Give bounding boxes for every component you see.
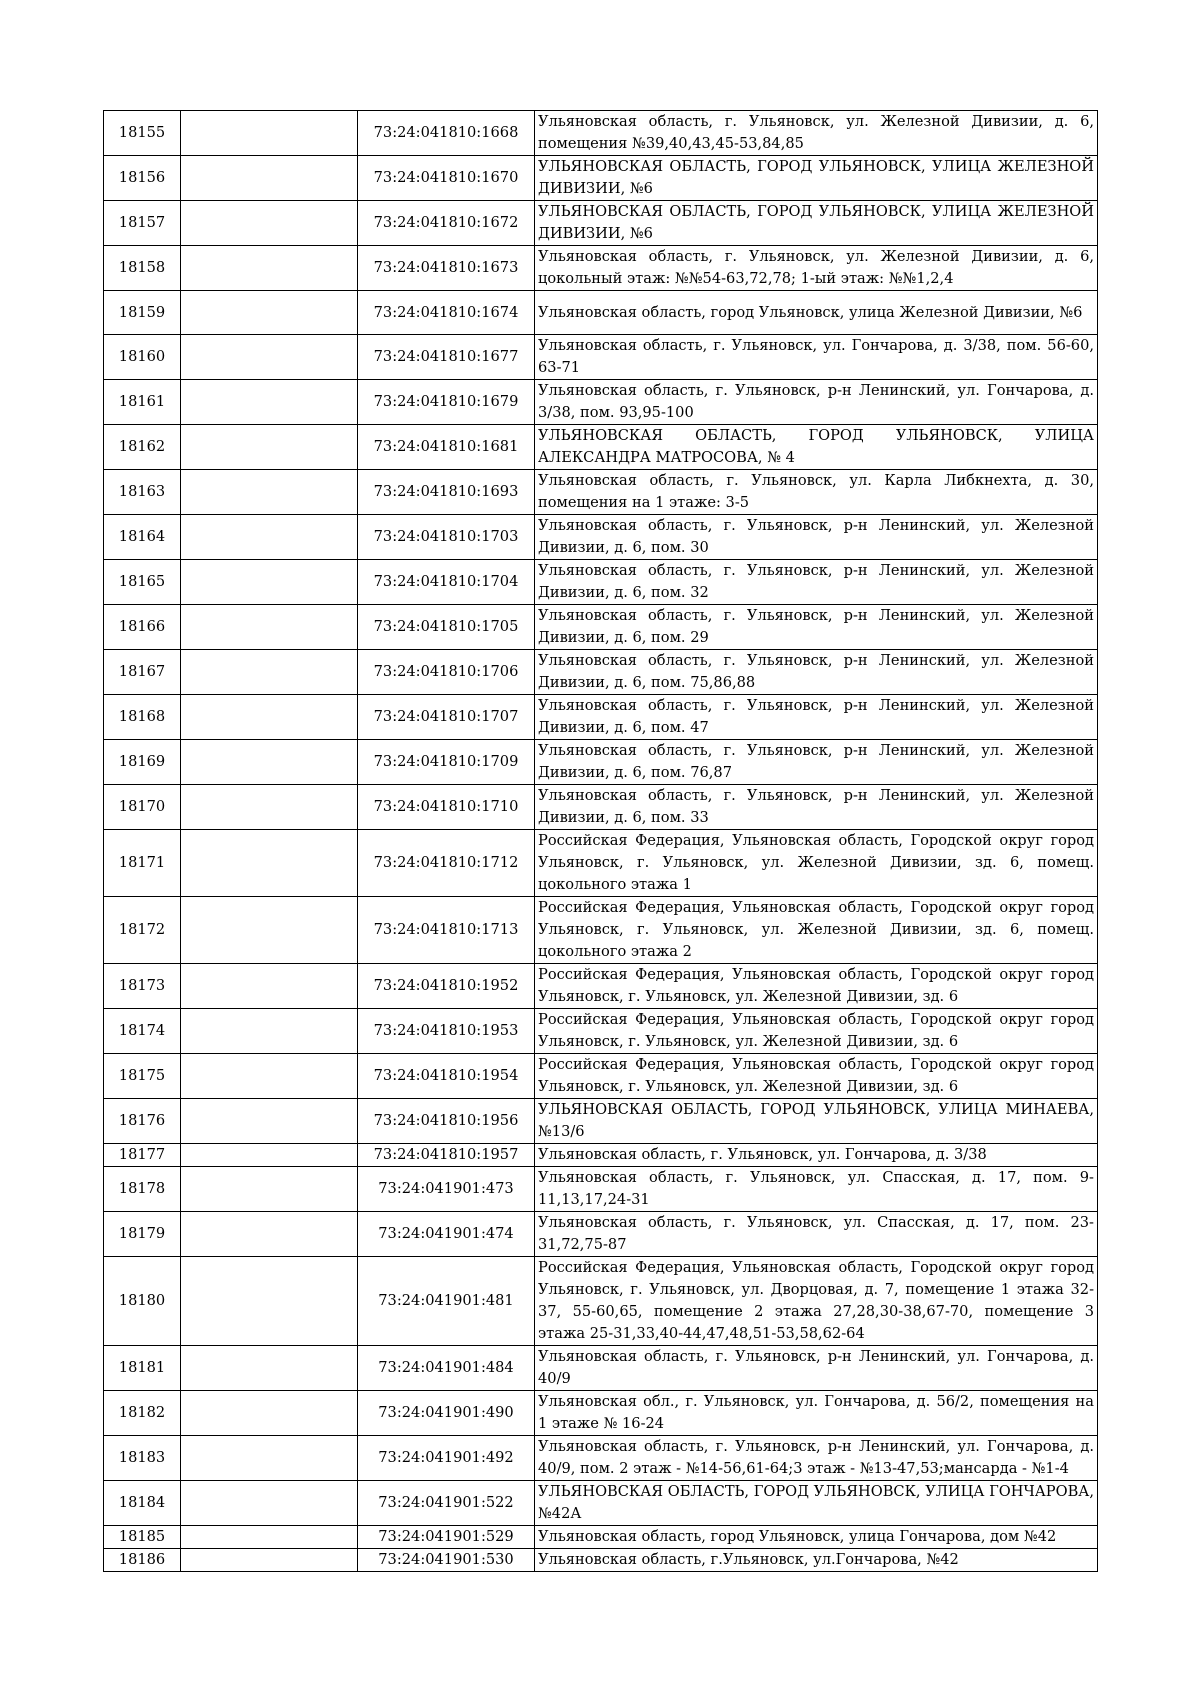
table-row [104,335,1098,380]
table-row [104,1167,1098,1212]
cadastral-number: 73:24:041810:1705 [358,605,535,650]
cadastral-number: 73:24:041810:1709 [358,740,535,785]
empty-cell [181,830,358,897]
cadastral-number: 73:24:041810:1952 [358,964,535,1009]
empty-cell [181,515,358,560]
row-number: 18159 [104,291,181,335]
row-number: 18160 [104,335,181,380]
cadastral-number: 73:24:041810:1713 [358,897,535,964]
row-number: 18167 [104,650,181,695]
table-row [104,246,1098,291]
row-number: 18168 [104,695,181,740]
row-number: 18184 [104,1481,181,1526]
table-row [104,740,1098,785]
row-number: 18174 [104,1009,181,1054]
table-row [104,897,1098,964]
cadastral-number: 73:24:041810:1693 [358,470,535,515]
empty-cell [181,425,358,470]
row-number: 18165 [104,560,181,605]
cadastral-number: 73:24:041901:481 [358,1257,535,1346]
table-row [104,380,1098,425]
table-row [104,1009,1098,1054]
address: Ульяновская область, г. Ульяновск, р-н Ленинский, ул. Железной Дивизии, д. 6, пом. 32 [535,560,1098,605]
table-row [104,785,1098,830]
address: УЛЬЯНОВСКАЯ ОБЛАСТЬ, ГОРОД УЛЬЯНОВСК, УЛИЦА АЛЕКСАНДРА МАТРОСОВА, № 4 [535,425,1098,470]
table-row [104,1346,1098,1391]
address: Ульяновская область, г. Ульяновск, ул. Железной Дивизии, д. 6, цокольный этаж: №№54-63,72,78; 1-ый этаж: №№1,2,4 [535,246,1098,291]
row-number: 18163 [104,470,181,515]
table-row [104,1099,1098,1144]
table-row [104,156,1098,201]
empty-cell [181,1167,358,1212]
address: Российская Федерация, Ульяновская область, Городской округ город Ульяновск, г. Ульяновск, ул. Железной Дивизии, зд. 6 [535,1054,1098,1099]
empty-cell [181,1391,358,1436]
address: Ульяновская область, г. Ульяновск, р-н Ленинский, ул. Железной Дивизии, д. 6, пом. 75,86,88 [535,650,1098,695]
row-number: 18176 [104,1099,181,1144]
row-number: 18158 [104,246,181,291]
cadastral-number: 73:24:041810:1706 [358,650,535,695]
cadastral-number: 73:24:041810:1712 [358,830,535,897]
empty-cell [181,1526,358,1549]
empty-cell [181,1212,358,1257]
address: Российская Федерация, Ульяновская область, Городской округ город Ульяновск, г. Ульяновск, ул. Железной Дивизии, зд. 6 [535,964,1098,1009]
cadastral-number: 73:24:041901:530 [358,1549,535,1572]
cadastral-number: 73:24:041901:522 [358,1481,535,1526]
cadastral-number: 73:24:041810:1681 [358,425,535,470]
empty-cell [181,740,358,785]
row-number: 18180 [104,1257,181,1346]
address: Ульяновская область, г. Ульяновск, ул. Спасская, д. 17, пом. 9-11,13,17,24-31 [535,1167,1098,1212]
table-row [104,515,1098,560]
address: Российская Федерация, Ульяновская область, Городской округ город Ульяновск, г. Ульяновск, ул. Железной Дивизии, зд. 6, помещ. цокольного этажа 1 [535,830,1098,897]
address: Российская Федерация, Ульяновская область, Городской округ город Ульяновск, г. Ульяновск, ул. Железной Дивизии, зд. 6, помещ. цокольного этажа 2 [535,897,1098,964]
empty-cell [181,1436,358,1481]
row-number: 18171 [104,830,181,897]
row-number: 18178 [104,1167,181,1212]
row-number: 18179 [104,1212,181,1257]
cadastral-number: 73:24:041810:1677 [358,335,535,380]
cadastral-number: 73:24:041901:484 [358,1346,535,1391]
row-number: 18156 [104,156,181,201]
empty-cell [181,785,358,830]
address: Российская Федерация, Ульяновская область, Городской округ город Ульяновск, г. Ульяновск, ул. Дворцовая, д. 7, помещение 1 этажа 32-37, 55-60,65, помещение 2 этажа 27,28,30-38,67-70, помещение 3 этажа 25-31,33,40-44,47,48,51-53,58,62-64 [535,1257,1098,1346]
address: Ульяновская область, г. Ульяновск, р-н Ленинский, ул. Железной Дивизии, д. 6, пом. 33 [535,785,1098,830]
table-row [104,291,1098,335]
table-row [104,1212,1098,1257]
address: Ульяновская область, г. Ульяновск, ул. Гончарова, д. 3/38 [535,1144,1098,1167]
empty-cell [181,897,358,964]
cadastral-number: 73:24:041901:490 [358,1391,535,1436]
cadastral-number: 73:24:041901:474 [358,1212,535,1257]
table-row [104,1391,1098,1436]
address: Ульяновская область, г. Ульяновск, р-н Ленинский, ул. Гончарова, д. 40/9 [535,1346,1098,1391]
empty-cell [181,1549,358,1572]
empty-cell [181,111,358,156]
table-row [104,1549,1098,1572]
row-number: 18185 [104,1526,181,1549]
empty-cell [181,380,358,425]
row-number: 18170 [104,785,181,830]
address: УЛЬЯНОВСКАЯ ОБЛАСТЬ, ГОРОД УЛЬЯНОВСК, УЛИЦА ЖЕЛЕЗНОЙ ДИВИЗИИ, №6 [535,201,1098,246]
address: Ульяновская область, город Ульяновск, улица Гончарова, дом №42 [535,1526,1098,1549]
cadastral-number: 73:24:041810:1707 [358,695,535,740]
address: Ульяновская область, г. Ульяновск, ул. Спасская, д. 17, пом. 23-31,72,75-87 [535,1212,1098,1257]
address: УЛЬЯНОВСКАЯ ОБЛАСТЬ, ГОРОД УЛЬЯНОВСК, УЛИЦА ЖЕЛЕЗНОЙ ДИВИЗИИ, №6 [535,156,1098,201]
empty-cell [181,1009,358,1054]
cadastral-number: 73:24:041810:1670 [358,156,535,201]
address: УЛЬЯНОВСКАЯ ОБЛАСТЬ, ГОРОД УЛЬЯНОВСК, УЛИЦА МИНАЕВА, №13/6 [535,1099,1098,1144]
table-row [104,1054,1098,1099]
row-number: 18162 [104,425,181,470]
empty-cell [181,1144,358,1167]
cadastral-number: 73:24:041901:492 [358,1436,535,1481]
empty-cell [181,291,358,335]
row-number: 18164 [104,515,181,560]
empty-cell [181,335,358,380]
address: Ульяновская область, г. Ульяновск, ул. Карла Либкнехта, д. 30, помещения на 1 этаже: 3-5 [535,470,1098,515]
row-number: 18173 [104,964,181,1009]
address: Ульяновская область, г. Ульяновск, р-н Ленинский, ул. Железной Дивизии, д. 6, пом. 76,87 [535,740,1098,785]
cadastral-number: 73:24:041810:1703 [358,515,535,560]
empty-cell [181,1257,358,1346]
table-row [104,425,1098,470]
address: Ульяновская область, г. Ульяновск, р-н Ленинский, ул. Гончарова, д. 3/38, пом. 93,95-100 [535,380,1098,425]
row-number: 18186 [104,1549,181,1572]
row-number: 18169 [104,740,181,785]
address: Ульяновская область, г. Ульяновск, р-н Ленинский, ул. Гончарова, д. 40/9, пом. 2 этаж - №14-56,61-64;3 этаж - №13-47,53;мансарда - №1-4 [535,1436,1098,1481]
row-number: 18172 [104,897,181,964]
row-number: 18182 [104,1391,181,1436]
address: Ульяновская область, г.Ульяновск, ул.Гончарова, №42 [535,1549,1098,1572]
address: Ульяновская область, город Ульяновск, улица Железной Дивизии, №6 [535,291,1098,335]
table-row [104,650,1098,695]
cadastral-number: 73:24:041810:1674 [358,291,535,335]
table-row [104,605,1098,650]
address: Ульяновская область, г. Ульяновск, ул. Гончарова, д. 3/38, пом. 56-60, 63-71 [535,335,1098,380]
property-table [103,110,1098,1572]
table-row [104,560,1098,605]
cadastral-number: 73:24:041810:1957 [358,1144,535,1167]
empty-cell [181,964,358,1009]
empty-cell [181,650,358,695]
cadastral-number: 73:24:041810:1954 [358,1054,535,1099]
cadastral-number: 73:24:041810:1673 [358,246,535,291]
table-row [104,470,1098,515]
row-number: 18166 [104,605,181,650]
address: Ульяновская область, г. Ульяновск, р-н Ленинский, ул. Железной Дивизии, д. 6, пом. 47 [535,695,1098,740]
table-row [104,1436,1098,1481]
address: Российская Федерация, Ульяновская область, Городской округ город Ульяновск, г. Ульяновск, ул. Железной Дивизии, зд. 6 [535,1009,1098,1054]
cadastral-number: 73:24:041810:1704 [358,560,535,605]
table-row [104,1526,1098,1549]
address: Ульяновская область, г. Ульяновск, р-н Ленинский, ул. Железной Дивизии, д. 6, пом. 30 [535,515,1098,560]
row-number: 18175 [104,1054,181,1099]
row-number: 18177 [104,1144,181,1167]
empty-cell [181,605,358,650]
address: Ульяновская обл., г. Ульяновск, ул. Гончарова, д. 56/2, помещения на 1 этаже № 16-24 [535,1391,1098,1436]
table-row [104,201,1098,246]
table-row [104,830,1098,897]
cadastral-number: 73:24:041810:1668 [358,111,535,156]
empty-cell [181,1481,358,1526]
cadastral-number: 73:24:041810:1956 [358,1099,535,1144]
address: УЛЬЯНОВСКАЯ ОБЛАСТЬ, ГОРОД УЛЬЯНОВСК, УЛИЦА ГОНЧАРОВА, №42А [535,1481,1098,1526]
table-row [104,1144,1098,1167]
row-number: 18155 [104,111,181,156]
empty-cell [181,1099,358,1144]
table-row [104,111,1098,156]
table-row [104,964,1098,1009]
row-number: 18181 [104,1346,181,1391]
empty-cell [181,695,358,740]
cadastral-number: 73:24:041810:1710 [358,785,535,830]
table-row [104,695,1098,740]
table-row [104,1481,1098,1526]
address: Ульяновская область, г. Ульяновск, р-н Ленинский, ул. Железной Дивизии, д. 6, пом. 29 [535,605,1098,650]
empty-cell [181,246,358,291]
empty-cell [181,470,358,515]
empty-cell [181,1054,358,1099]
cadastral-number: 73:24:041810:1672 [358,201,535,246]
cadastral-number: 73:24:041901:529 [358,1526,535,1549]
row-number: 18161 [104,380,181,425]
address: Ульяновская область, г. Ульяновск, ул. Железной Дивизии, д. 6, помещения №39,40,43,45-53,84,85 [535,111,1098,156]
row-number: 18157 [104,201,181,246]
empty-cell [181,1346,358,1391]
empty-cell [181,560,358,605]
table-row [104,1257,1098,1346]
empty-cell [181,201,358,246]
cadastral-number: 73:24:041810:1679 [358,380,535,425]
row-number: 18183 [104,1436,181,1481]
cadastral-number: 73:24:041901:473 [358,1167,535,1212]
cadastral-number: 73:24:041810:1953 [358,1009,535,1054]
empty-cell [181,156,358,201]
